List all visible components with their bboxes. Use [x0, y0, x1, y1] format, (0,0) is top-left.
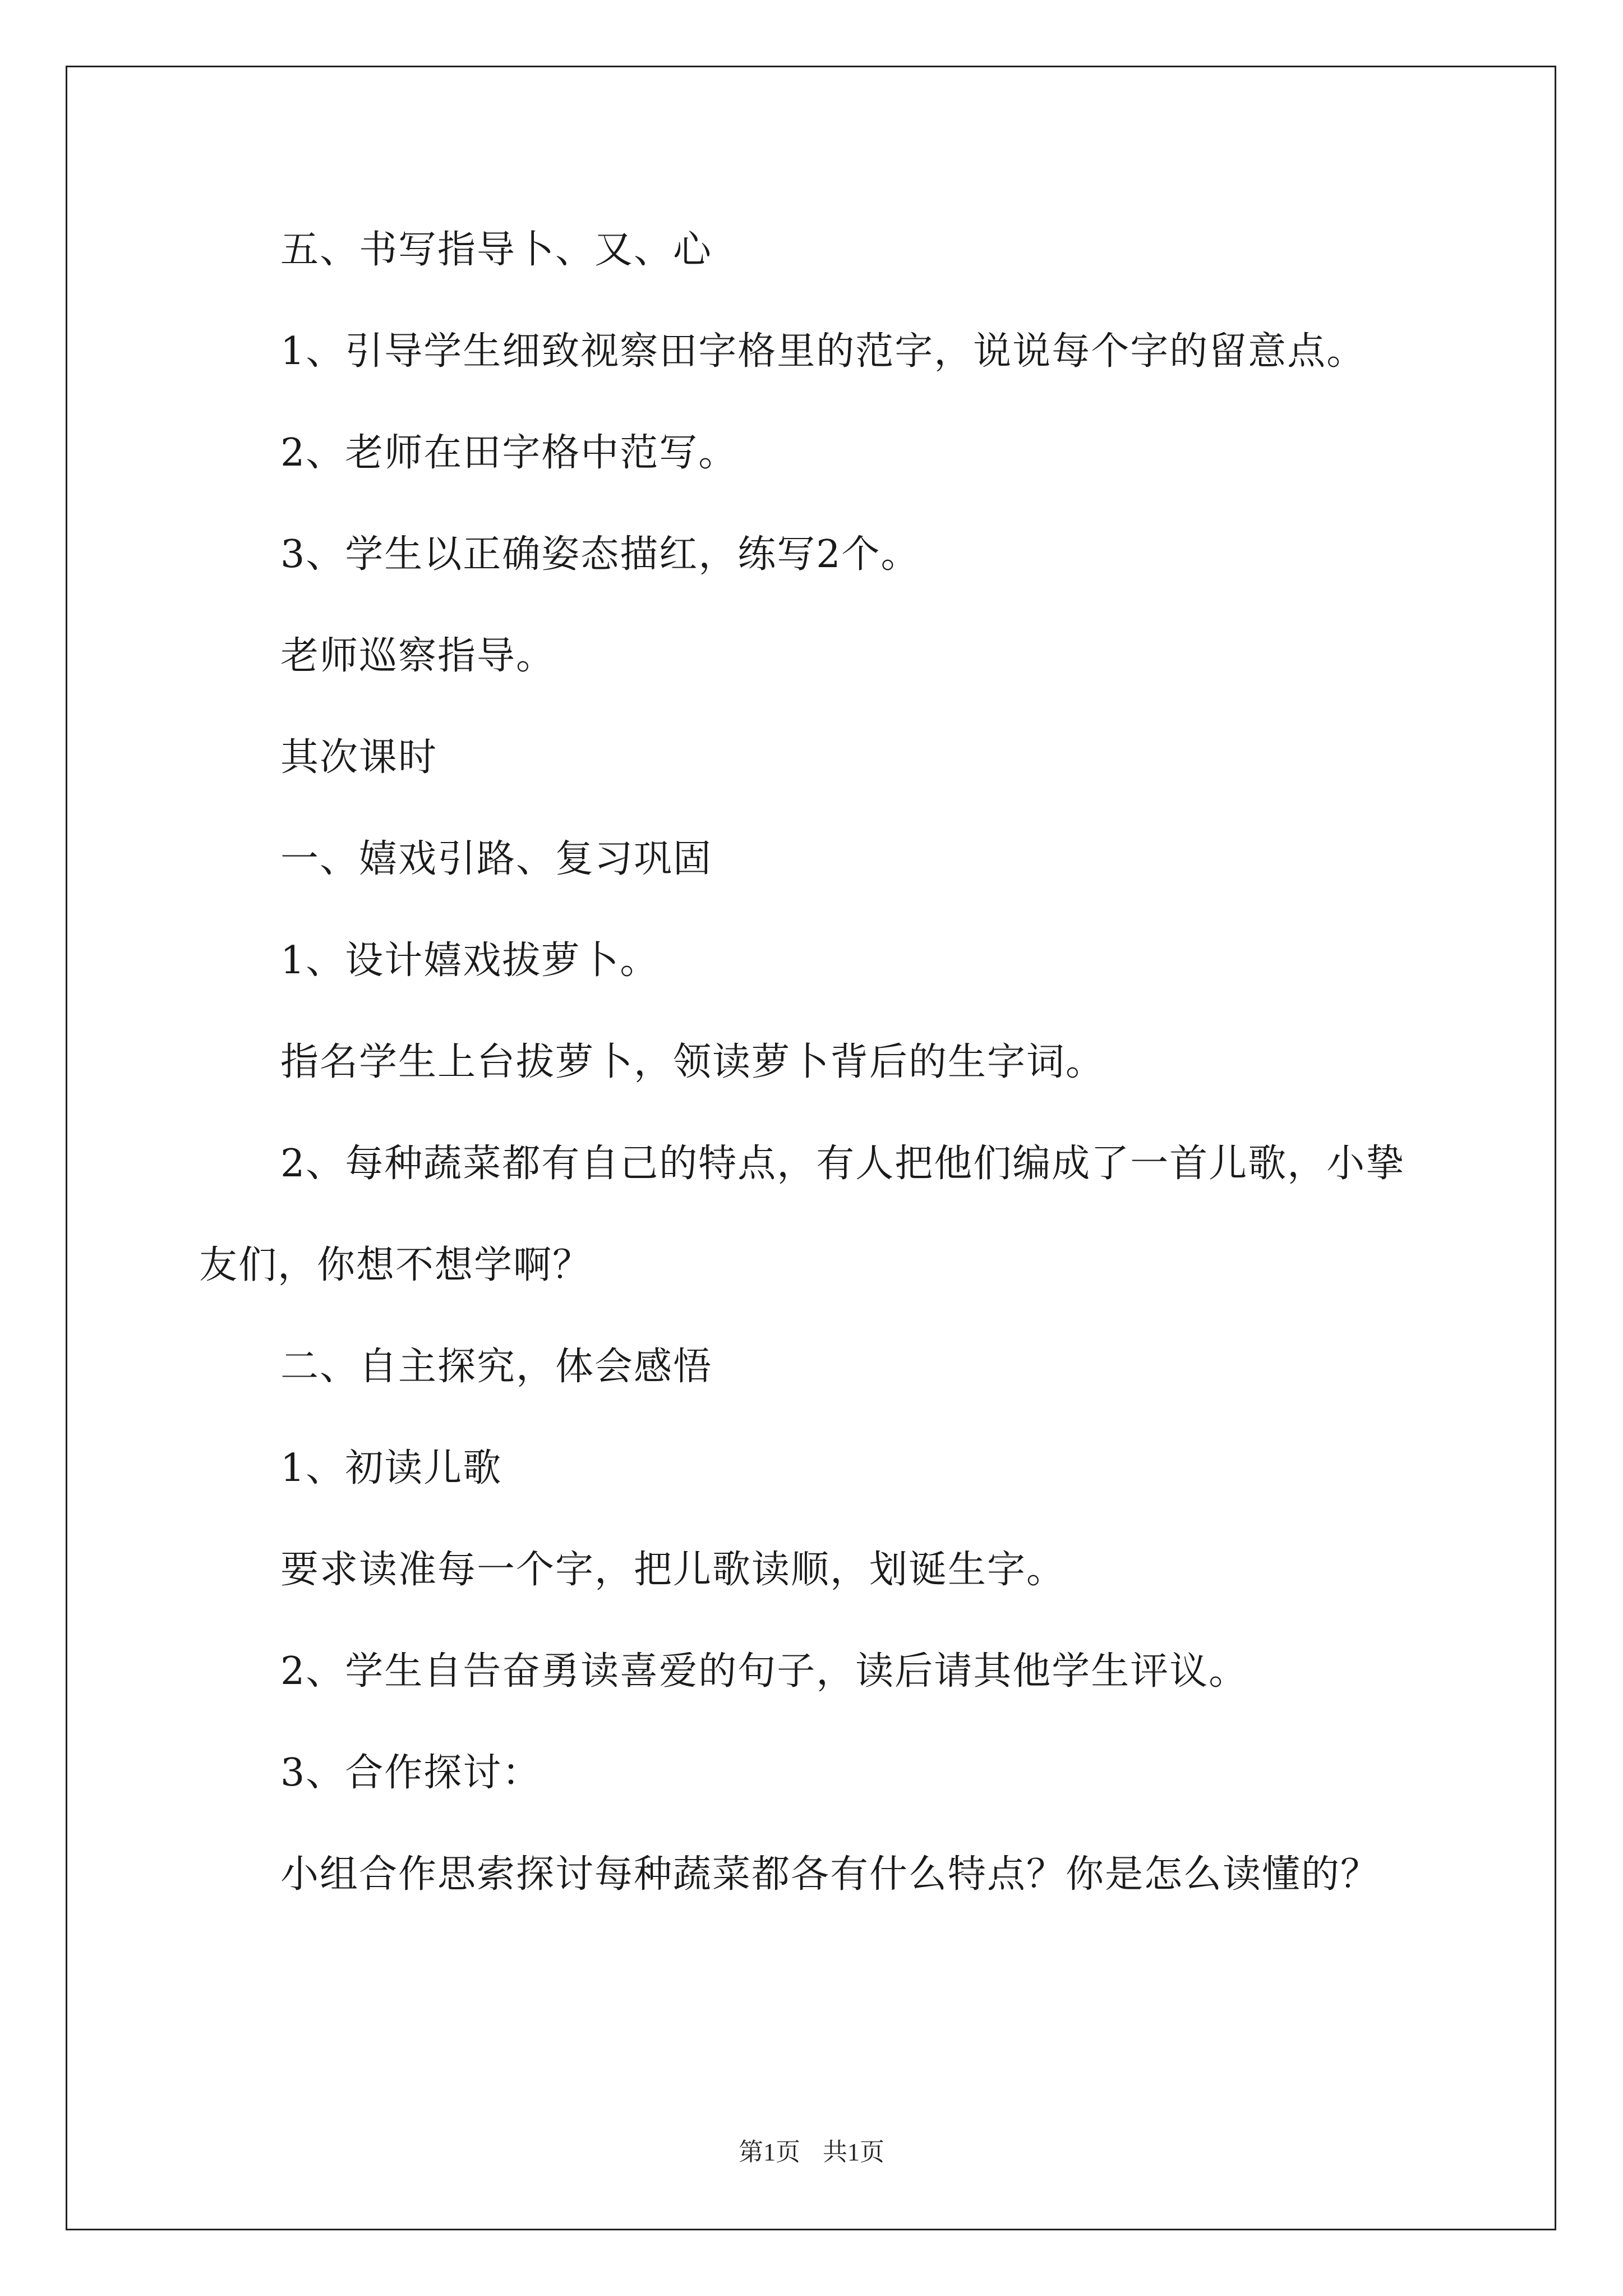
heading-second-lesson: 其次课时: [280, 735, 438, 780]
paragraph: 2、学生自告奋勇读喜爱的句子，读后请其他学生评议。: [280, 1649, 1248, 1694]
paragraph-continuation: 友们，你想不想学啊？: [199, 1243, 592, 1287]
page-footer: [0, 2132, 1623, 2168]
paragraph: 要求读准每一个字，把儿歌读顺，划诞生字。: [280, 1548, 1066, 1592]
paragraph: 1、设计嬉戏拔萝卜。: [280, 938, 660, 983]
page-total: 共1页: [823, 2138, 884, 2166]
paragraph: 1、引导学生细致视察田字格里的范字，说说每个字的留意点。: [280, 329, 1366, 374]
paragraph: 1、初读儿歌: [280, 1446, 502, 1490]
paragraph: 2、老师在田字格中范写。: [280, 431, 738, 475]
heading-game-review: 一、嬉戏引路、复习巩固: [280, 837, 713, 881]
heading-writing-guide: 五、书写指导卜、又、心: [280, 228, 713, 272]
paragraph: 3、学生以正确姿态描红，练写2个。: [280, 532, 920, 577]
heading-self-explore: 二、自主探究，体会感悟: [280, 1345, 713, 1389]
paragraph: 指名学生上台拔萝卜，领读萝卜背后的生字词。: [280, 1040, 1105, 1084]
paragraph: 老师巡察指导。: [280, 634, 556, 678]
paragraph: 小组合作思索探讨每种蔬菜都各有什么特点？你是怎么读懂的？: [280, 1852, 1380, 1897]
page-number: 第1页: [739, 2138, 800, 2166]
paragraph: 3、合作探讨：: [280, 1751, 542, 1795]
paragraph: 2、每种蔬菜都有自己的特点，有人把他们编成了一首儿歌，小挚: [280, 1142, 1405, 1186]
